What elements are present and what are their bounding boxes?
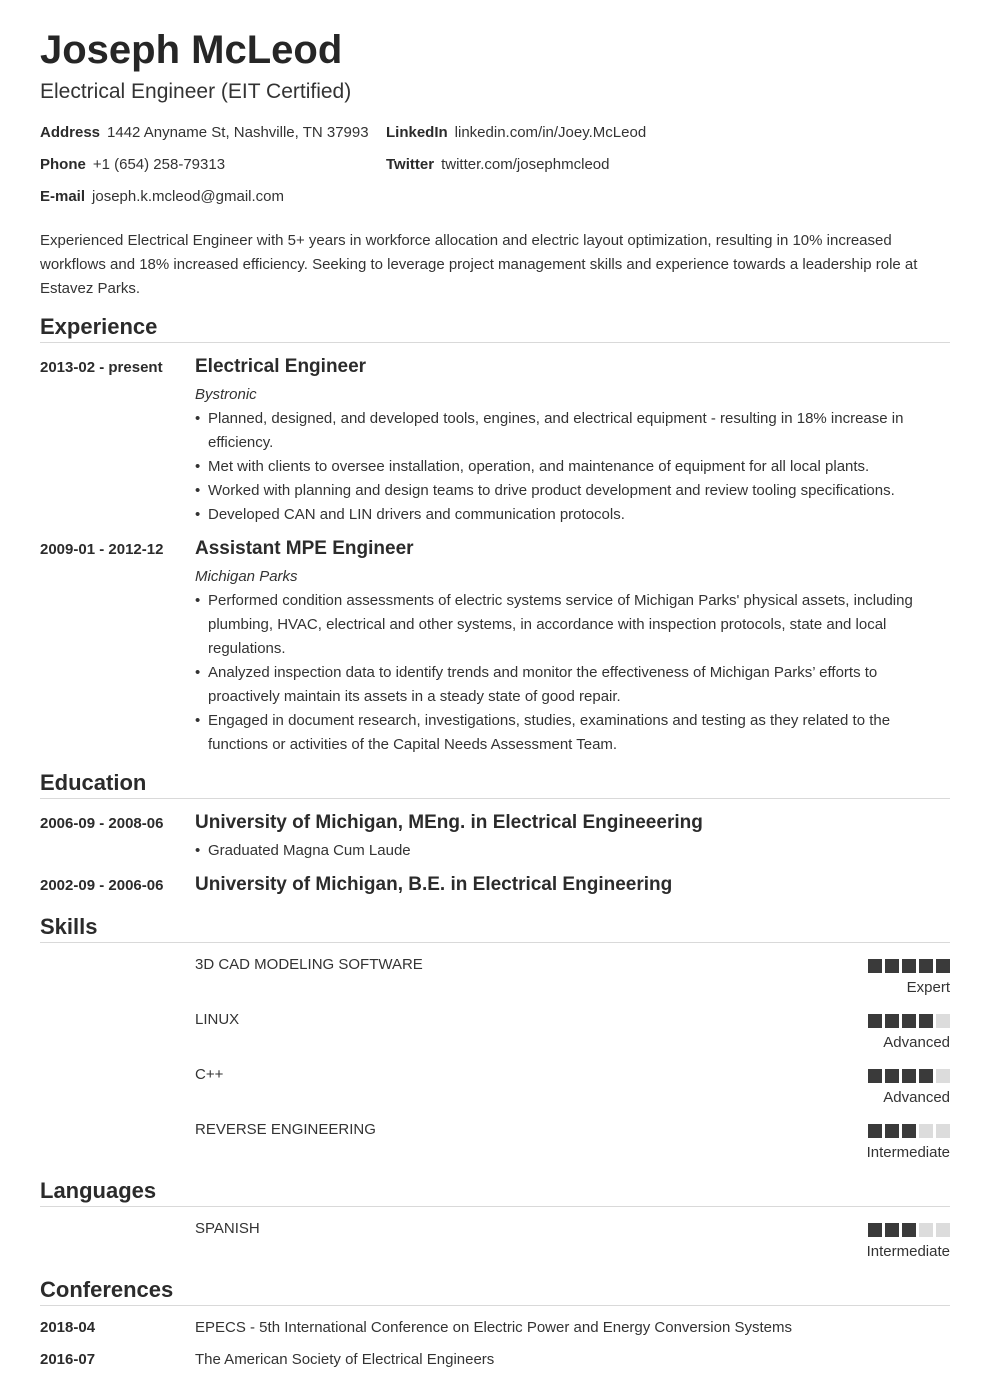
rating-square-filled [885,959,899,973]
rating-square-filled [885,1124,899,1138]
conference-name: EPECS - 5th International Conference on Electric Power and Energy Conversion Systems [195,1319,792,1336]
job-bullet: • Developed CAN and LIN drivers and communication protocols. [195,503,915,527]
job-bullet: • Worked with planning and design teams to drive product development and review tooling specifications. [195,479,915,503]
contact-twitter [386,155,609,175]
address-label: Address [40,124,101,141]
rating-square-empty [919,1124,933,1138]
languages-divider [40,1206,950,1207]
rating-square-filled [885,1069,899,1083]
rating-square-filled [919,1069,933,1083]
rating-square-filled [919,1014,933,1028]
education-degree: University of Michigan, MEng. in Electrical Engineeering [195,812,703,833]
education-divider [40,798,950,799]
skill-level: Advanced [883,1034,950,1051]
rating-square-filled [902,1223,916,1237]
rating-square-empty [936,1014,950,1028]
email-label: E-mail [40,188,86,205]
skill-name: C++ [195,1066,224,1083]
language-name: SPANISH [195,1220,260,1237]
job-bullet: • Planned, designed, and developed tools, engines, and electrical equipment - resulting in 18% increase in efficiency. [195,407,915,455]
education-dates: 2006-09 - 2008-06 [40,815,164,832]
skill-level: Advanced [883,1089,950,1106]
rating-square-filled [885,1014,899,1028]
job-company: Bystronic [195,386,257,403]
job-bullet: • Analyzed inspection data to identify trends and monitor the effectiveness of Michigan Parks’ efforts to proactively maintain its assets in a steady state of good repair. [195,661,915,709]
skill-rating [868,1124,950,1138]
education-bullets [195,839,915,863]
rating-square-empty [936,1069,950,1083]
education-degree: University of Michigan, B.E. in Electrical Engineering [195,874,673,895]
skill-name: 3D CAD MODELING SOFTWARE [195,956,423,973]
linkedin-value: linkedin.com/in/Joey.McLeod [454,124,647,141]
phone-label: Phone [40,156,86,173]
rating-square-filled [936,959,950,973]
language-level: Intermediate [866,1243,950,1260]
rating-square-filled [868,1223,882,1237]
job-title: Electrical Engineer [195,356,367,377]
skills-heading: Skills [40,914,98,939]
rating-square-filled [868,959,882,973]
job-company: Michigan Parks [195,568,298,585]
job-bullet: • Engaged in document research, investigations, studies, examinations and testing as they related to the functions or activities of the Capital Needs Assessment Team. [195,709,915,757]
job-title: Assistant MPE Engineer [195,538,414,559]
rating-square-filled [902,959,916,973]
experience-heading: Experience [40,314,158,339]
education-bullet: • Graduated Magna Cum Laude [195,839,915,863]
rating-square-empty [936,1124,950,1138]
experience-divider [40,342,950,343]
skill-rating [868,959,950,973]
languages-heading: Languages [40,1178,157,1203]
rating-square-filled [885,1223,899,1237]
rating-square-filled [868,1014,882,1028]
conference-date: 2016-07 [40,1351,96,1368]
job-dates: 2009-01 - 2012-12 [40,541,164,558]
skill-rating [868,1014,950,1028]
twitter-label: Twitter [386,156,435,173]
address-value: 1442 Anyname St, Nashville, TN 37993 [107,124,369,141]
rating-square-filled [919,959,933,973]
conferences-divider [40,1305,950,1306]
education-heading: Education [40,770,147,795]
twitter-value: twitter.com/josephmcleod [441,156,610,173]
skill-level: Intermediate [866,1144,950,1161]
job-bullet: • Met with clients to oversee installation, operation, and maintenance of equipment for all local plants. [195,455,915,479]
language-rating [868,1223,950,1237]
rating-square-filled [902,1069,916,1083]
conference-date: 2018-04 [40,1319,96,1336]
email-value: joseph.k.mcleod@gmail.com [92,188,284,205]
rating-square-empty [919,1223,933,1237]
contact-phone [40,155,225,175]
education-dates: 2002-09 - 2006-06 [40,877,164,894]
contact-email [40,187,284,207]
resume-title: Electrical Engineer (EIT Certified) [40,80,352,103]
conferences-heading: Conferences [40,1277,174,1302]
contact-linkedin [386,123,646,143]
summary-text: Experienced Electrical Engineer with 5+ years in workforce allocation and electric layout optimization, resulting in 10% increased workflows and 18% increased efficiency. Seeking to leverage project management skills and experience towards a leadership role at Estavez Parks. [40,232,918,297]
contact-address [40,123,369,143]
skill-name: LINUX [195,1011,240,1028]
rating-square-filled [902,1124,916,1138]
job-bullet: • Performed condition assessments of electric systems service of Michigan Parks' physical assets, including plumbing, HVAC, electrical and other systems, in accordance with inspection protocols, state and local regulations. [195,589,915,661]
phone-value: +1 (654) 258-79313 [92,156,226,173]
linkedin-label: LinkedIn [386,124,448,141]
job-bullets [195,407,915,527]
rating-square-empty [936,1223,950,1237]
job-bullets [195,589,915,757]
rating-square-filled [868,1124,882,1138]
skill-level: Expert [906,979,950,996]
skill-rating [868,1069,950,1083]
conference-name: The American Society of Electrical Engineers [195,1351,495,1368]
resume-name: Joseph McLeod [40,28,343,72]
rating-square-filled [868,1069,882,1083]
rating-square-filled [902,1014,916,1028]
skills-divider [40,942,950,943]
skill-name: REVERSE ENGINEERING [195,1121,376,1138]
job-dates: 2013-02 - present [40,359,163,376]
